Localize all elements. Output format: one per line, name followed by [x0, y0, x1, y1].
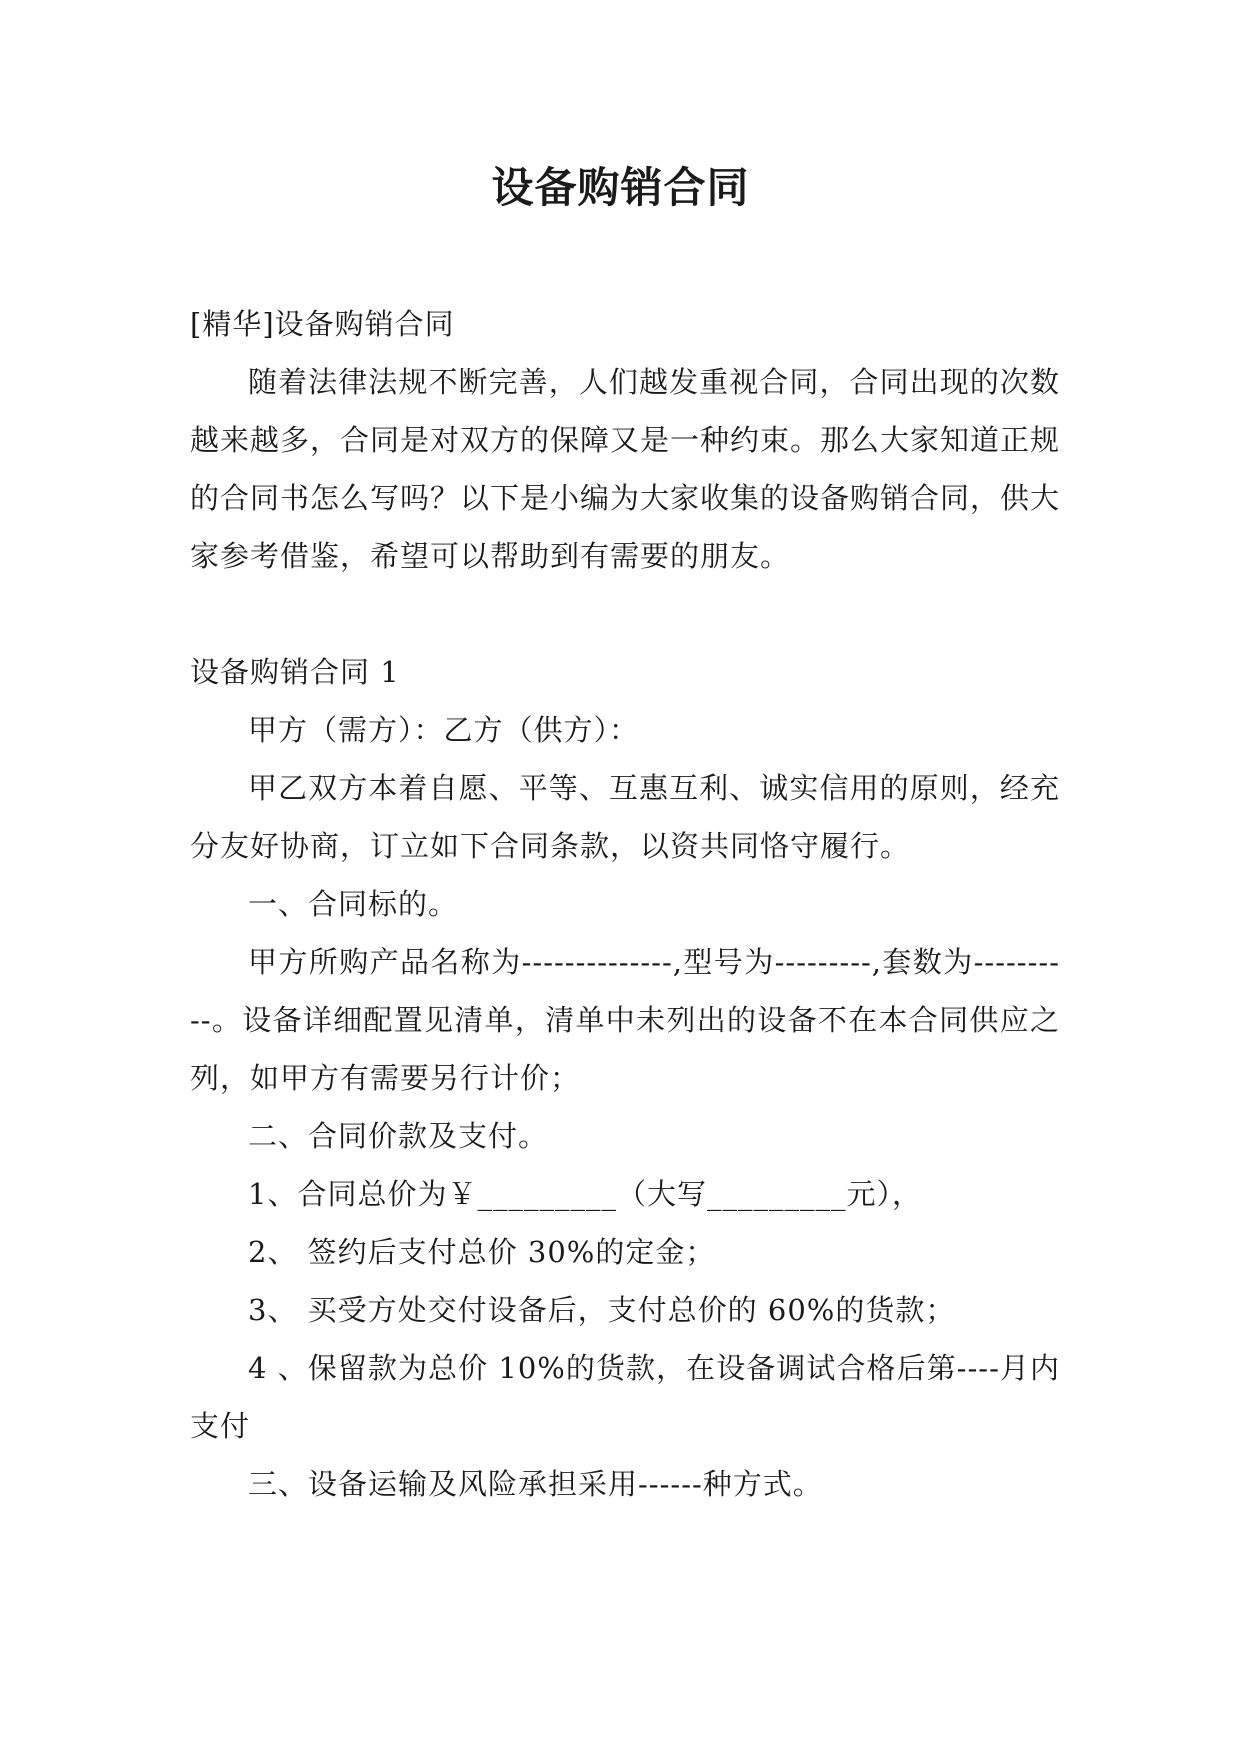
payment-item-1: 1、合同总价为￥_________（大写_________元）， [248, 1177, 922, 1211]
principle-paragraph: 甲乙双方本着自愿、平等、互惠互利、诚实信用的原则，经充分友好协商，订立如下合同条款，以资共同恪守履行。 [190, 771, 1060, 863]
parties-line: 甲方（需方）：乙方（供方）： [248, 713, 640, 747]
section-heading: 设备购销合同 1 [190, 655, 400, 689]
product-paragraph: 甲方所购产品名称为--------------,型号为---------,套数为----------。设备详细配置见清单，清单中未列出的设备不在本合同供应之列，如甲方有需要另行计价； [190, 945, 1060, 1095]
document-body [190, 295, 1060, 1513]
payment-item-4: 4 、保留款为总价 10%的货款，在设备调试合格后第----月内支付 [190, 1351, 1060, 1443]
payment-item-3: 3、 买受方处交付设备后，支付总价的 60%的货款； [248, 1293, 956, 1327]
clause-heading-3: 三、设备运输及风险承担采用------种方式。 [248, 1467, 823, 1501]
clause-heading-2: 二、合同价款及支付。 [248, 1119, 549, 1153]
document-subtitle: [精华]设备购销合同 [190, 307, 455, 341]
spacer [190, 585, 1060, 643]
document-title: 设备购销合同 [491, 163, 750, 212]
intro-paragraph: 随着法律法规不断完善，人们越发重视合同，合同出现的次数越来越多，合同是对双方的保障又是一种约束。那么大家知道正规的合同书怎么写吗？以下是小编为大家收集的设备购销合同，供大家参考借鉴，希望可以帮助到有需要的朋友。 [190, 365, 1061, 573]
clause-heading-1: 一、合同标的。 [248, 887, 459, 921]
payment-item-2: 2、 签约后支付总价 30%的定金； [248, 1235, 716, 1269]
